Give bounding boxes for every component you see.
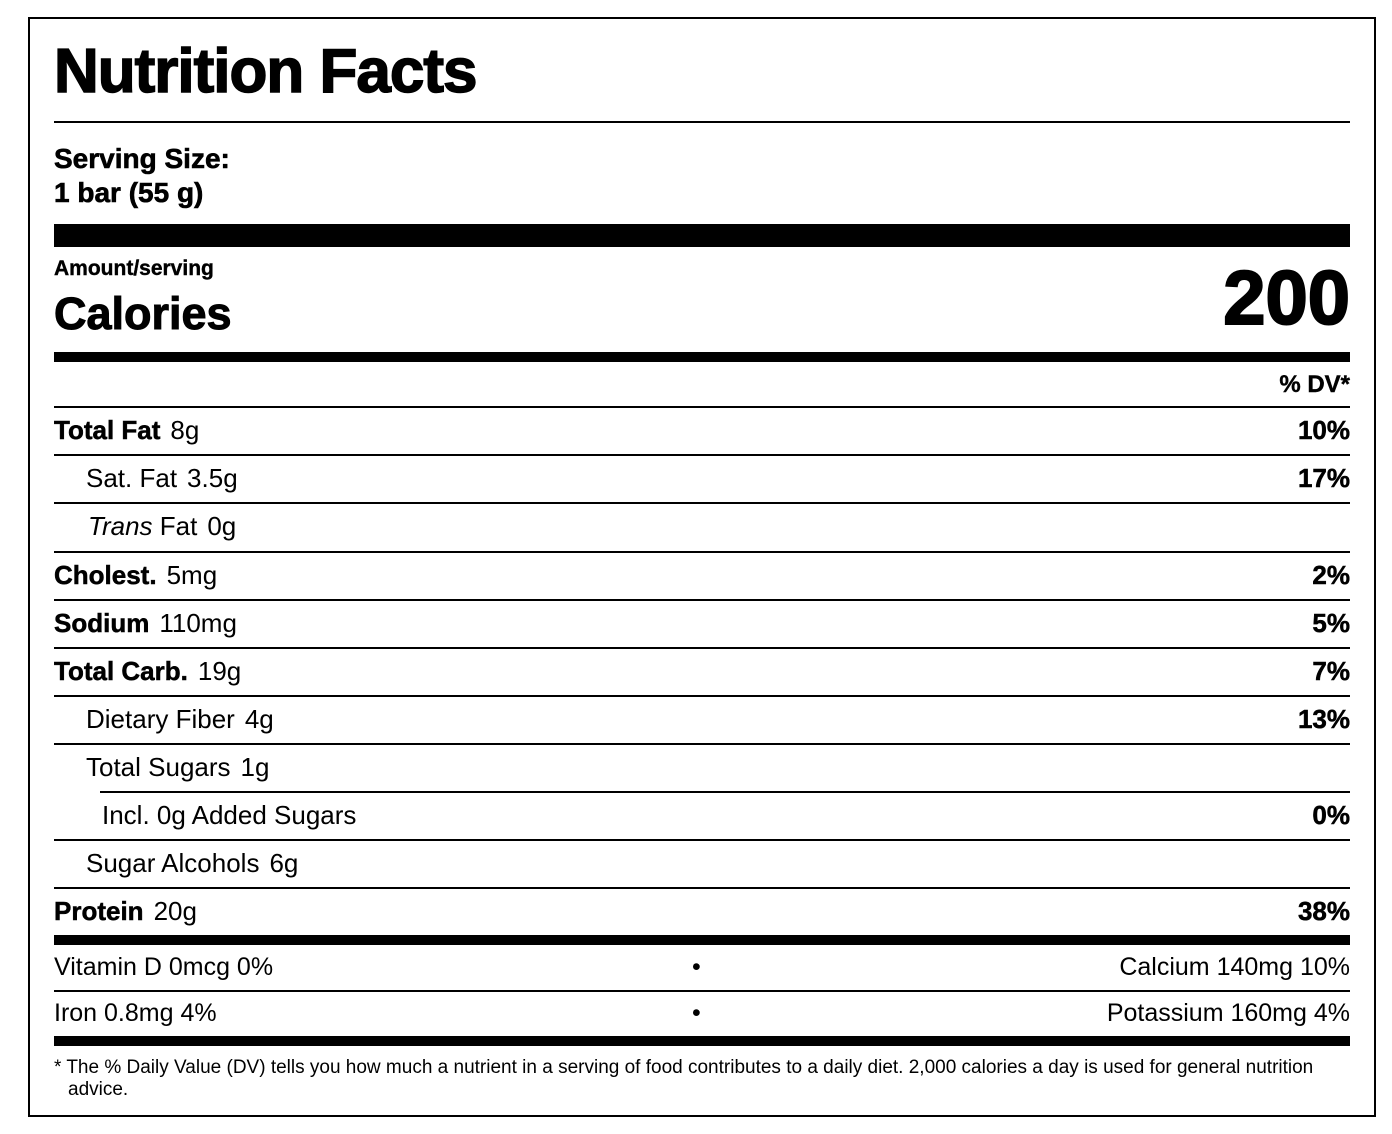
divider — [54, 121, 1350, 123]
potassium-entry: Potassium 160mg 4% — [1106, 999, 1350, 1027]
medium-divider — [54, 1036, 1350, 1046]
nutrient-row-trans-fat — [54, 502, 1350, 550]
nutrient-dv: 7% — [1312, 656, 1350, 686]
vitamin-row-1 — [54, 945, 1350, 991]
nutrient-amount: 6g — [269, 848, 299, 878]
nutrient-row-added-sugars — [100, 791, 1350, 839]
nutrient-dv: 2% — [1312, 560, 1350, 590]
nutrient-name: Total Fat — [54, 415, 161, 445]
nutrition-label — [28, 17, 1376, 1117]
vitamin-d-entry: Vitamin D 0mcg 0% — [54, 953, 274, 981]
thick-divider — [54, 224, 1350, 247]
nutrient-name: Total Carb. — [54, 656, 188, 686]
bullet-separator: • — [692, 953, 701, 981]
amount-per-serving-label: Amount/serving — [54, 257, 214, 280]
nutrient-name: Protein — [54, 896, 144, 926]
nutrient-name: Sat. Fat — [86, 463, 178, 493]
nutrient-dv: 13% — [1297, 704, 1350, 734]
nutrient-name: Sugar Alcohols — [86, 848, 260, 878]
calories-label: Calories — [54, 288, 232, 339]
nutrient-row-total-carb — [54, 647, 1350, 695]
nutrient-amount: 4g — [244, 704, 274, 734]
medium-divider — [54, 352, 1350, 362]
nutrient-name-italic: Trans — [88, 511, 153, 541]
nutrient-name: Fat — [152, 511, 198, 541]
nutrient-amount: 110mg — [159, 608, 237, 638]
calories-value: 200 — [1223, 256, 1350, 341]
nutrient-name: Cholest. — [54, 560, 157, 590]
nutrient-name: Dietary Fiber — [86, 704, 235, 734]
vitamin-row-2 — [54, 991, 1350, 1037]
nutrient-amount: 1g — [240, 752, 270, 782]
nutrient-row-total-fat — [54, 406, 1350, 454]
nutrient-row-cholesterol — [54, 551, 1350, 599]
footnote: * The % Daily Value (DV) tells you how much a nutrient in a serving of food contributes to a daily diet. 2,000 calories a day is used for general nutrition advice. — [54, 1057, 1314, 1100]
daily-value-header: % DV* — [1279, 371, 1350, 398]
nutrient-row-sugar-alcohols — [54, 839, 1350, 887]
nutrient-row-total-sugars — [54, 743, 1350, 791]
nutrient-dv: 17% — [1297, 463, 1350, 493]
nutrient-row-sodium — [54, 599, 1350, 647]
nutrient-dv: 5% — [1312, 608, 1350, 638]
serving-size-label: Serving Size: — [54, 143, 230, 174]
nutrient-dv: 38% — [1297, 896, 1350, 926]
calcium-entry: Calcium 140mg 10% — [1119, 953, 1350, 981]
nutrient-amount: 19g — [197, 656, 242, 686]
bullet-separator: • — [692, 999, 701, 1027]
nutrient-row-protein — [54, 887, 1350, 935]
nutrient-row-dietary-fiber — [54, 695, 1350, 743]
serving-size-value: 1 bar (55 g) — [54, 177, 204, 208]
nutrient-name: Incl. 0g Added Sugars — [102, 800, 357, 830]
nutrient-amount: 3.5g — [187, 463, 238, 493]
label-title: Nutrition Facts — [54, 37, 477, 106]
nutrient-dv: 10% — [1297, 415, 1350, 445]
nutrient-name: Sodium — [54, 608, 150, 638]
nutrient-row-sat-fat — [54, 454, 1350, 502]
iron-entry: Iron 0.8mg 4% — [54, 999, 217, 1027]
nutrient-name: Total Sugars — [86, 752, 231, 782]
medium-divider — [54, 935, 1350, 945]
nutrient-dv: 0% — [1312, 800, 1350, 830]
nutrient-amount: 20g — [153, 896, 197, 926]
nutrient-amount: 8g — [170, 415, 200, 445]
nutrient-amount: 5mg — [166, 560, 218, 590]
nutrient-amount: 0g — [207, 511, 237, 541]
